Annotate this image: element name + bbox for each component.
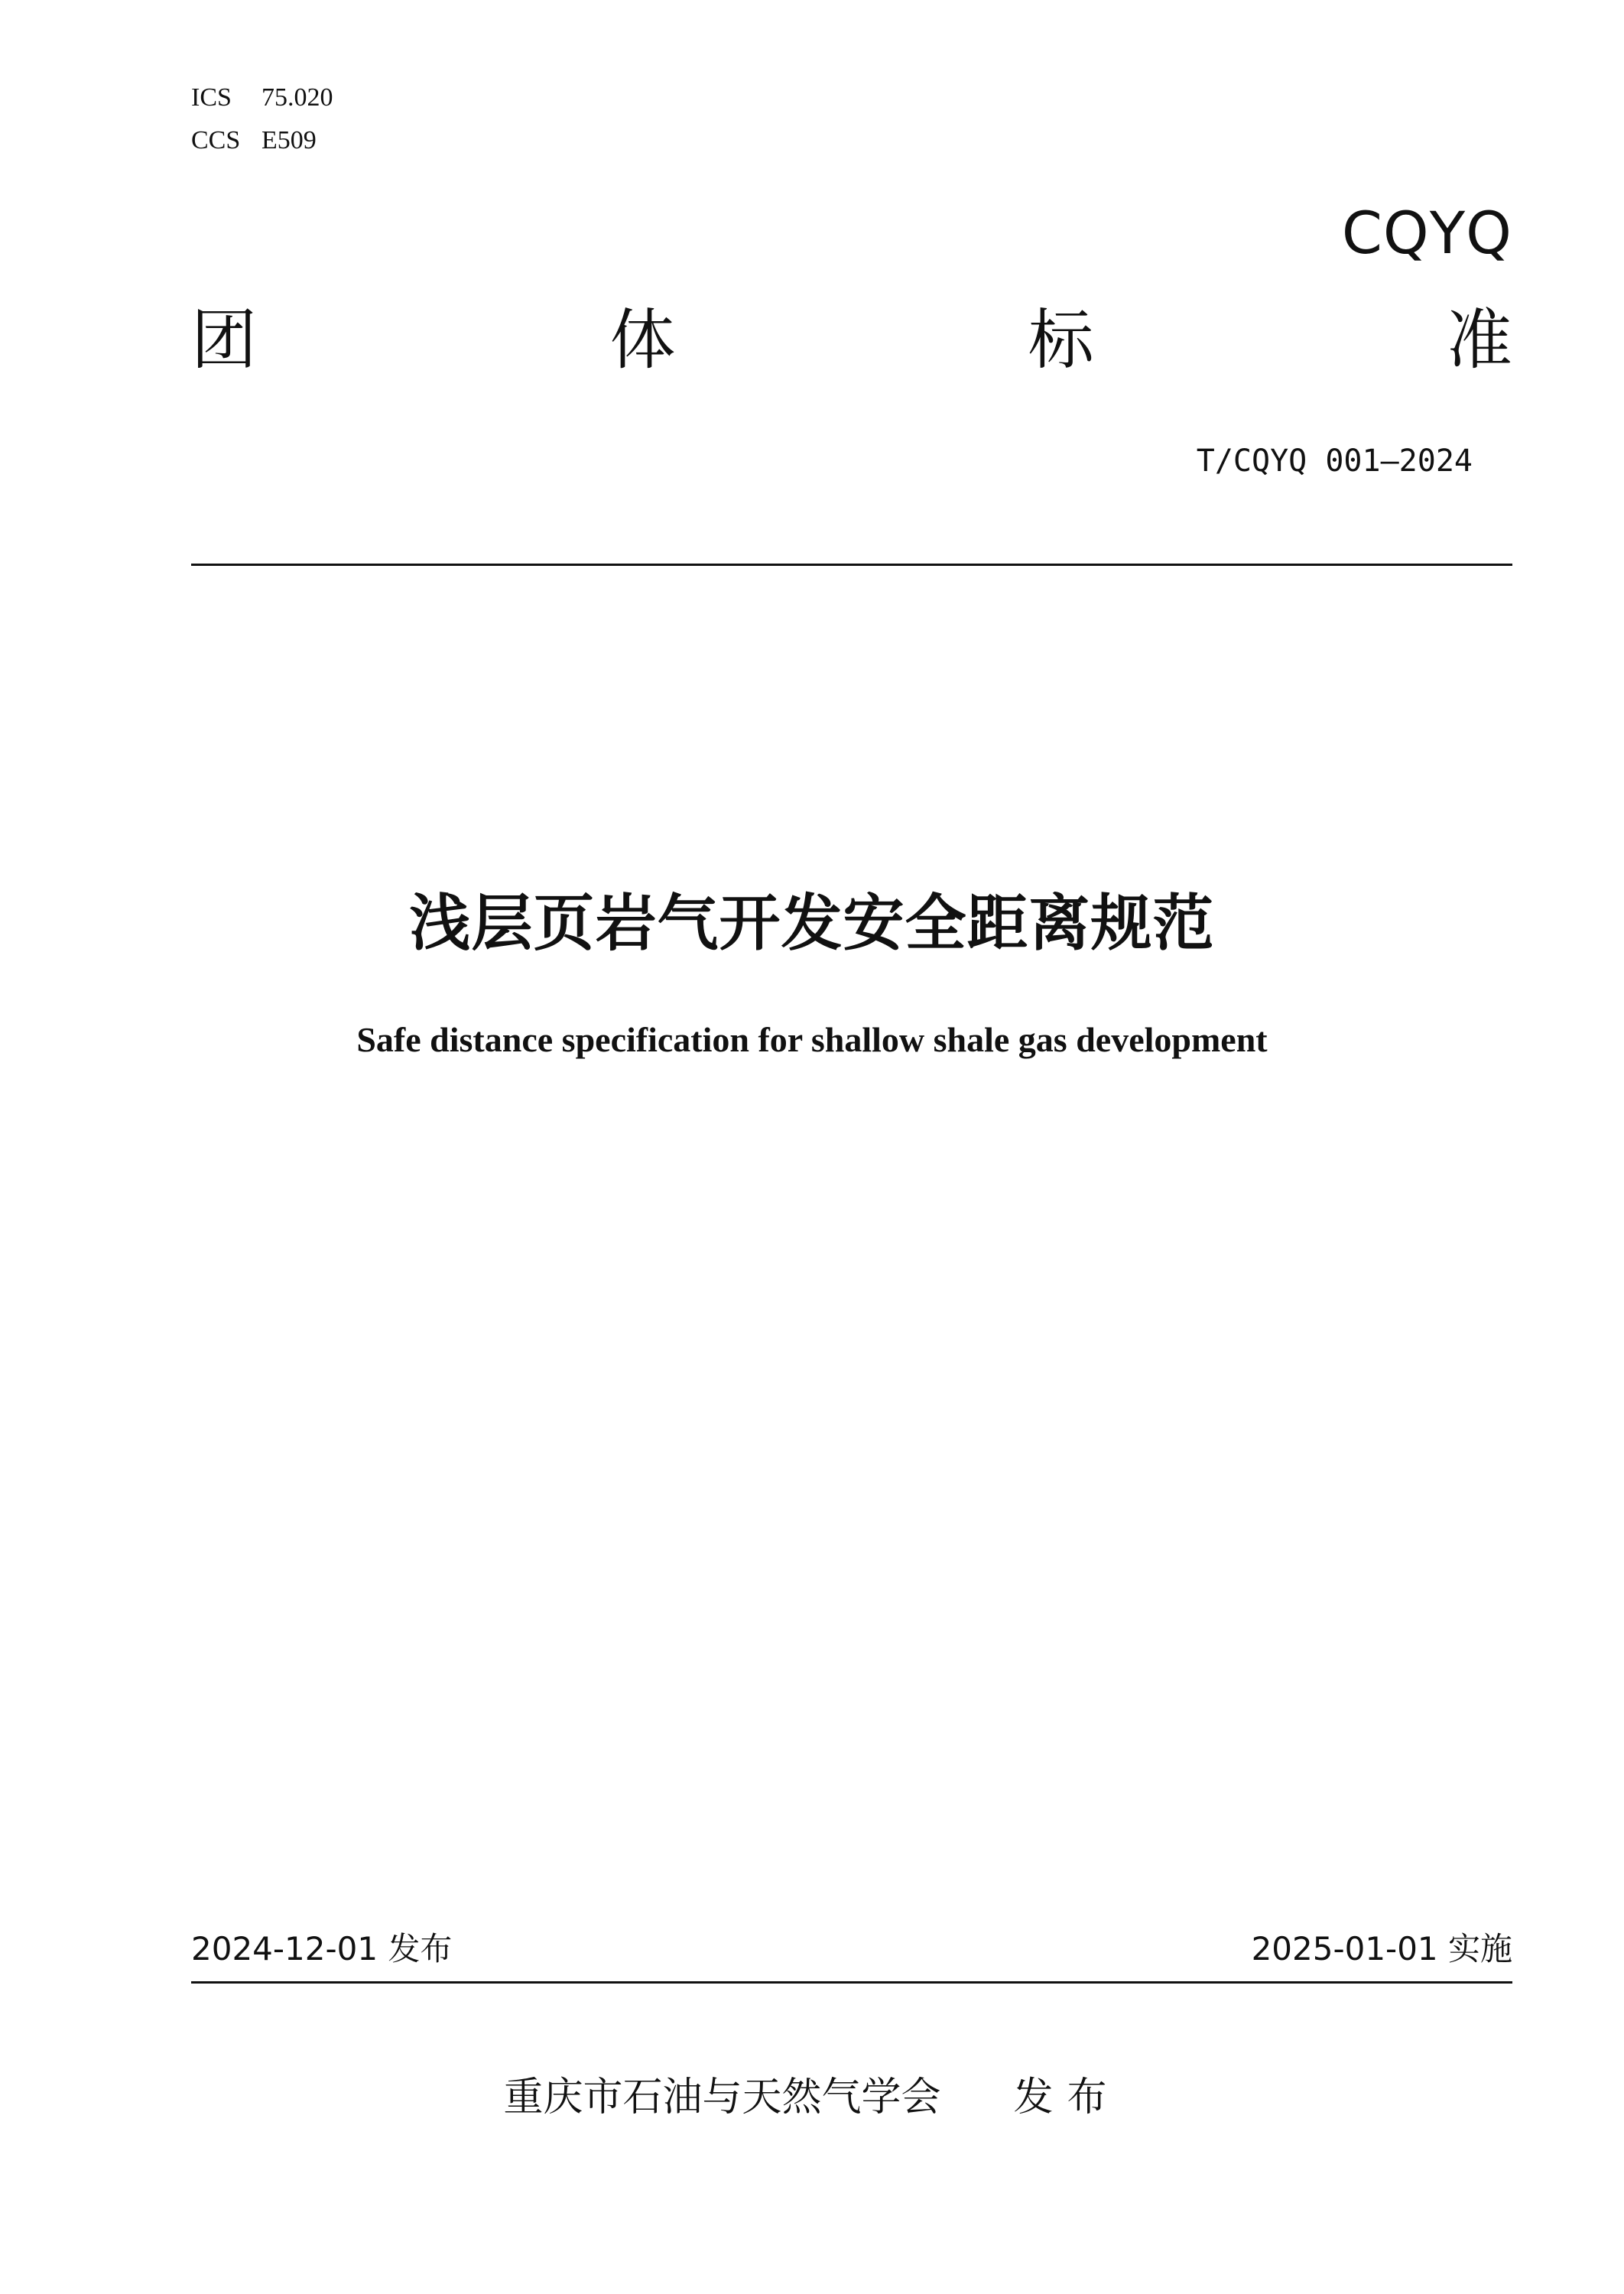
standard-number: T/CQYQ 001—2024 — [1196, 444, 1473, 479]
standard-type — [191, 302, 1512, 379]
standard-type-char: 准 — [1446, 302, 1512, 379]
ics-value: 75.020 — [261, 83, 333, 112]
publish-date: 2024-12-01 发布 — [191, 1930, 453, 1967]
ccs-line — [191, 125, 317, 156]
standard-type-char: 标 — [1028, 302, 1094, 379]
ics-line — [191, 83, 333, 113]
standard-type-char: 体 — [609, 302, 676, 379]
top-divider — [191, 564, 1512, 566]
ics-label: ICS — [191, 83, 232, 112]
implement-date: 2025-01-01 实施 — [1251, 1930, 1512, 1967]
ccs-label: CCS — [191, 126, 241, 154]
publisher-line — [0, 2072, 1624, 2123]
title-english: Safe distance specification for shallow shale gas development — [356, 1020, 1268, 1059]
publisher-name: 重庆市石油与天然气学会 — [503, 2075, 941, 2120]
publisher-action: 发布 — [1013, 2075, 1121, 2120]
title-chinese: 浅层页岩气开发安全距离规范 — [409, 888, 1215, 959]
ccs-value: E509 — [261, 126, 317, 154]
bottom-divider — [191, 1981, 1512, 1984]
standard-type-char: 团 — [191, 302, 257, 379]
org-code: CQYQ — [1341, 199, 1512, 267]
